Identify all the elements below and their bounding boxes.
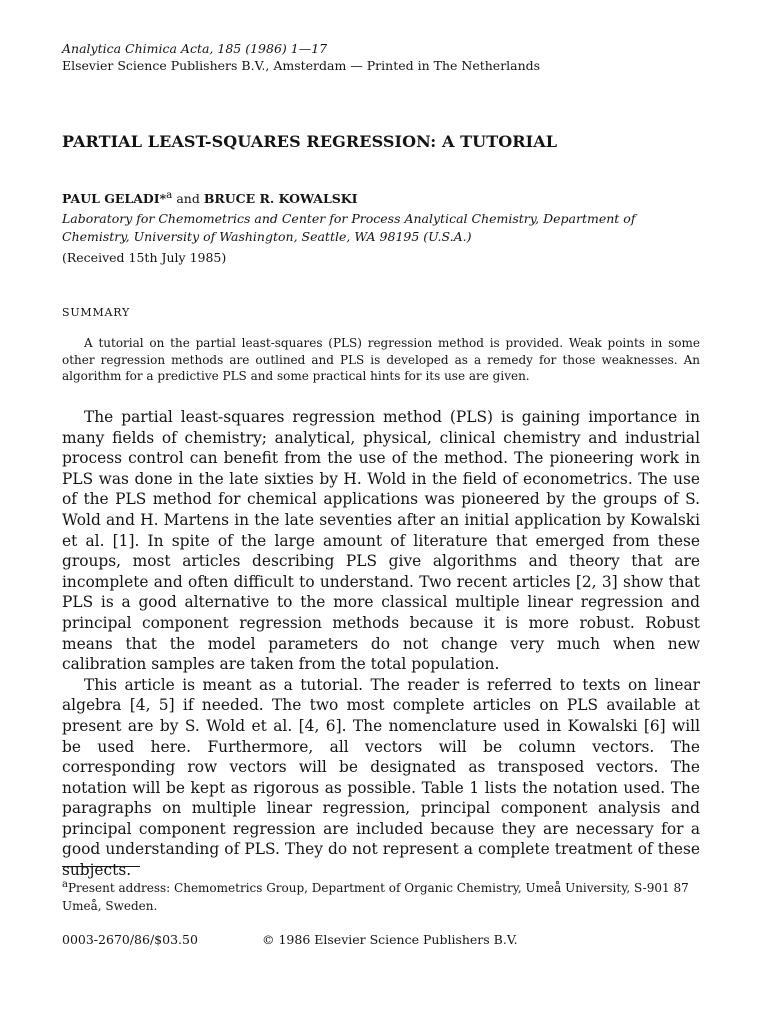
body-text xyxy=(62,407,700,881)
copyright-notice: © 1986 Elsevier Science Publishers B.V. xyxy=(262,932,518,947)
footnote-mark: a xyxy=(62,879,68,890)
journal-header xyxy=(62,40,702,74)
received-date: (Received 15th July 1985) xyxy=(62,250,227,265)
summary-text: A tutorial on the partial least-squares (PLS) regression method is provided. Weak points in some other regression methods are outlined and PLS is developed as a remedy for those weaknesses. An algorithm for a predictive PLS and some practical hints for its use are given. xyxy=(62,336,700,383)
body-paragraph: The partial least-squares regression method (PLS) is gaining importance in many fields of chemistry; analytical, physical, clinical chemistry and industrial process control can benefit from the use of the method. The pioneering work in PLS was done in the late sixties by H. Wold in the field of econometrics. The use of the PLS method for chemical applications was pioneered by the groups of S. Wold and H. Martens in the late seventies after an initial application by Kowalski et al. [1]. In spite of the large amount of literature that emerged from these groups, most articles describing PLS give algorithms and theory that are incomplete and often difficult to understand. Two recent articles [2, 3] show that PLS is a good alternative to the more classical multiple linear regression and principal component regression methods because it is more robust. Robust means that the model parameters do not change very much when new calibration samples are taken from the total population. xyxy=(62,408,700,674)
author-line xyxy=(62,189,702,206)
footnote xyxy=(62,876,700,915)
footnote-rule xyxy=(62,866,140,867)
footnote-text: Present address: Chemometrics Group, Department of Organic Chemistry, Umeå University, S-901 87 Umeå, Sweden. xyxy=(62,881,689,913)
affiliation: Laboratory for Chemometrics and Center for Process Analytical Chemistry, Department of Chemistry, University of Washington, Seattle, WA 98195 (U.S.A.) xyxy=(62,211,636,244)
author-1-footnote-mark: a xyxy=(166,189,173,201)
article-title: PARTIAL LEAST-SQUARES REGRESSION: A TUTORIAL xyxy=(62,132,558,151)
summary-heading: SUMMARY xyxy=(62,306,131,319)
author-join: and xyxy=(172,191,204,207)
publisher-line: Elsevier Science Publishers B.V., Amsterdam — Printed in The Netherlands xyxy=(62,58,541,73)
body-paragraph: This article is meant as a tutorial. The reader is referred to texts on linear algebra [4, 5] if needed. The two most complete articles on PLS available at present are by S. Wold et al. [4, 6]. The nomenclature used in Kowalski [6] will be used here. Furthermore, all vectors will be column vectors. The corresponding row vectors will be designated as transposed vectors. The notation will be kept as rigorous as possible. Table 1 lists the notation used. The paragraphs on multiple linear regression, principal component analysis and principal component regression are included because they are necessary for a good understanding of PLS. They do not represent a complete treatment of these subjects. xyxy=(62,675,700,880)
journal-citation: Analytica Chimica Acta, 185 (1986) 1—17 xyxy=(62,41,328,56)
author-2: BRUCE R. KOWALSKI xyxy=(203,191,358,207)
author-1: PAUL GELADI* xyxy=(62,191,167,207)
issn-price: 0003-2670/86/$03.50 xyxy=(62,932,198,947)
